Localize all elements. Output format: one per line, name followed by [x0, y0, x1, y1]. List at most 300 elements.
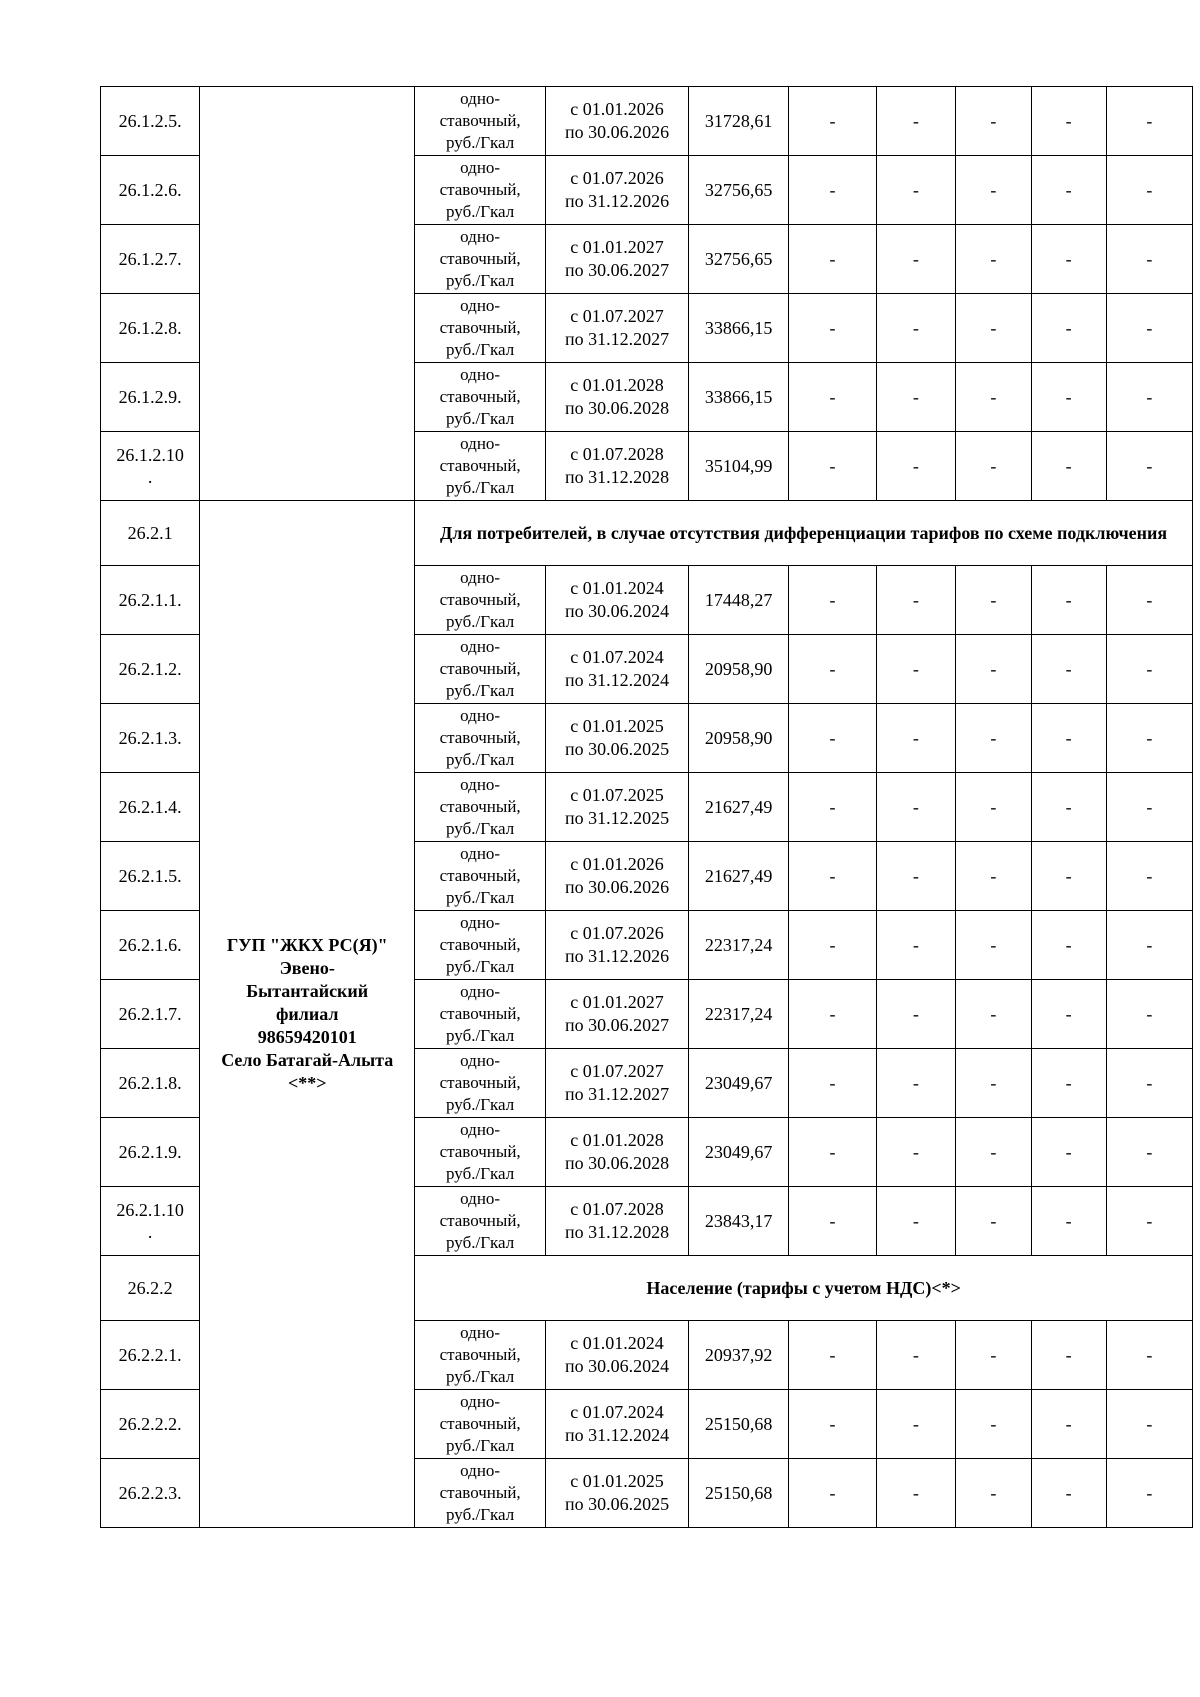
tariff-value: 22317,24 [688, 980, 788, 1049]
tariff-value: 35104,99 [688, 432, 788, 501]
row-number-text: 26.2.1.1. [118, 590, 182, 610]
period-from: с 01.07.2026 [570, 168, 664, 188]
tariff-unit-line: руб./Гкал [446, 681, 515, 700]
empty-dash-cell: - [789, 1321, 876, 1390]
tariff-unit-line: ставочный, [439, 387, 521, 406]
tariff-unit-line: ставочный, [439, 797, 521, 816]
row-number [101, 363, 200, 432]
period-to: по 31.12.2028 [564, 467, 670, 487]
period-from: с 01.01.2027 [570, 992, 664, 1012]
empty-dash-cell: - [1031, 1390, 1106, 1459]
tariff-unit-line: руб./Гкал [446, 409, 515, 428]
tariff-unit [415, 911, 546, 980]
empty-dash-cell: - [789, 635, 876, 704]
row-number [101, 1390, 200, 1459]
empty-dash-cell: - [789, 1118, 876, 1187]
period-from: с 01.01.2024 [570, 578, 664, 598]
period-to: по 31.12.2024 [564, 1425, 670, 1445]
empty-dash-cell: - [876, 432, 956, 501]
empty-dash-cell: - [876, 635, 956, 704]
empty-dash-cell: - [1031, 704, 1106, 773]
tariff-unit-line: одно- [460, 1189, 501, 1208]
empty-dash-cell: - [1031, 773, 1106, 842]
empty-dash-cell: - [876, 1118, 956, 1187]
period-to: по 31.12.2027 [564, 329, 670, 349]
organization-name-line: 98659420101 [257, 1026, 357, 1047]
empty-dash-cell: - [956, 1118, 1031, 1187]
tariff-unit-line: руб./Гкал [446, 202, 515, 221]
row-number-text: 26.2.2.1. [118, 1345, 182, 1365]
tariff-value: 25150,68 [688, 1459, 788, 1528]
period-from: с 01.07.2028 [570, 444, 664, 464]
empty-dash-cell: - [956, 635, 1031, 704]
empty-dash-cell: - [1106, 704, 1192, 773]
empty-dash-cell: - [876, 704, 956, 773]
row-number [101, 156, 200, 225]
tariff-period [546, 1390, 689, 1459]
period-to: по 30.06.2027 [564, 1015, 670, 1035]
tariff-value: 21627,49 [688, 773, 788, 842]
tariff-unit-line: руб./Гкал [446, 888, 515, 907]
period-to: по 30.06.2028 [564, 398, 670, 418]
tariff-value: 20937,92 [688, 1321, 788, 1390]
tariff-unit [415, 363, 546, 432]
period-to: по 30.06.2025 [564, 1494, 670, 1514]
empty-dash-cell: - [789, 294, 876, 363]
tariff-unit-line: ставочный, [439, 1211, 521, 1230]
row-number [101, 842, 200, 911]
tariff-period [546, 773, 689, 842]
empty-dash-cell: - [956, 1049, 1031, 1118]
empty-dash-cell: - [876, 294, 956, 363]
tariff-unit-line: ставочный, [439, 590, 521, 609]
row-number [101, 1187, 200, 1256]
tariff-unit-line: ставочный, [439, 249, 521, 268]
empty-dash-cell: - [1106, 363, 1192, 432]
organization-name-line: ГУП "ЖКХ РС(Я)" [226, 934, 388, 955]
tariff-unit-line: одно- [460, 1120, 501, 1139]
empty-dash-cell: - [1031, 842, 1106, 911]
period-to: по 31.12.2028 [564, 1222, 670, 1242]
tariff-period [546, 1187, 689, 1256]
empty-dash-cell: - [876, 1049, 956, 1118]
empty-dash-cell: - [1031, 1187, 1106, 1256]
tariff-unit-line: руб./Гкал [446, 478, 515, 497]
tariff-unit-line: руб./Гкал [446, 133, 515, 152]
tariff-period [546, 1321, 689, 1390]
empty-dash-cell: - [956, 225, 1031, 294]
period-from: с 01.01.2028 [570, 1130, 664, 1150]
tariff-period [546, 363, 689, 432]
row-number [101, 704, 200, 773]
tariff-unit-line: ставочный, [439, 1483, 521, 1502]
tariff-value: 32756,65 [688, 225, 788, 294]
row-number [101, 980, 200, 1049]
tariff-unit-line: руб./Гкал [446, 1436, 515, 1455]
tariff-period [546, 1459, 689, 1528]
empty-dash-cell: - [1106, 566, 1192, 635]
tariff-unit-line: руб./Гкал [446, 612, 515, 631]
tariff-unit-line: ставочный, [439, 318, 521, 337]
tariff-unit-line: одно- [460, 1461, 501, 1480]
row-number [101, 566, 200, 635]
empty-dash-cell: - [1031, 294, 1106, 363]
empty-dash-cell: - [876, 156, 956, 225]
empty-dash-cell: - [1106, 773, 1192, 842]
tariff-period [546, 635, 689, 704]
period-to: по 30.06.2026 [564, 122, 670, 142]
tariff-value: 33866,15 [688, 294, 788, 363]
period-from: с 01.01.2026 [570, 854, 664, 874]
tariff-unit [415, 773, 546, 842]
empty-dash-cell: - [1106, 842, 1192, 911]
empty-dash-cell: - [956, 363, 1031, 432]
tariff-unit [415, 842, 546, 911]
period-to: по 31.12.2027 [564, 1084, 670, 1104]
period-to: по 31.12.2026 [564, 946, 670, 966]
empty-dash-cell: - [1031, 1459, 1106, 1528]
organization-cell [200, 501, 415, 1528]
row-number [101, 911, 200, 980]
period-from: с 01.07.2026 [570, 923, 664, 943]
empty-dash-cell: - [789, 566, 876, 635]
tariff-unit-line: ставочный, [439, 728, 521, 747]
tariff-unit-line: ставочный, [439, 1414, 521, 1433]
tariff-unit [415, 294, 546, 363]
tariff-unit-line: руб./Гкал [446, 1164, 515, 1183]
period-from: с 01.07.2028 [570, 1199, 664, 1219]
period-to: по 30.06.2026 [564, 877, 670, 897]
organization-name-line: Эвено- [279, 957, 335, 978]
row-number [101, 501, 200, 566]
period-from: с 01.07.2024 [570, 1402, 664, 1422]
tariff-value: 23049,67 [688, 1049, 788, 1118]
tariff-unit [415, 432, 546, 501]
period-from: с 01.01.2025 [570, 1471, 664, 1491]
tariff-unit-line: руб./Гкал [446, 819, 515, 838]
period-to: по 30.06.2025 [564, 739, 670, 759]
empty-dash-cell: - [956, 294, 1031, 363]
empty-dash-cell: - [1031, 1321, 1106, 1390]
organization-name-line: филиал [275, 1003, 339, 1024]
tariff-unit-line: ставочный, [439, 1073, 521, 1092]
empty-dash-cell: - [789, 225, 876, 294]
row-number [101, 87, 200, 156]
empty-dash-cell: - [876, 911, 956, 980]
period-from: с 01.07.2027 [570, 306, 664, 326]
row-number-text: 26.2.1.9. [118, 1142, 182, 1162]
tariff-value: 17448,27 [688, 566, 788, 635]
tariff-unit-line: руб./Гкал [446, 1367, 515, 1386]
empty-dash-cell: - [1106, 156, 1192, 225]
empty-dash-cell: - [956, 773, 1031, 842]
tariff-unit-line: одно- [460, 1323, 501, 1342]
period-from: с 01.01.2024 [570, 1333, 664, 1353]
empty-dash-cell: - [956, 842, 1031, 911]
tariff-unit-line: одно- [460, 434, 501, 453]
tariff-unit-line: ставочный, [439, 111, 521, 130]
empty-dash-cell: - [789, 156, 876, 225]
tariff-unit-line: одно- [460, 706, 501, 725]
empty-dash-cell: - [876, 1459, 956, 1528]
empty-dash-cell: - [789, 363, 876, 432]
tariff-unit-line: одно- [460, 227, 501, 246]
tariff-unit [415, 1390, 546, 1459]
row-number-text: 26.2.2 [127, 1278, 173, 1298]
tariff-unit-line: одно- [460, 1392, 501, 1411]
empty-dash-cell: - [876, 842, 956, 911]
tariff-period [546, 566, 689, 635]
tariff-unit-line: ставочный, [439, 1004, 521, 1023]
tariff-unit-line: ставочный, [439, 866, 521, 885]
tariff-table-page [100, 86, 1193, 1528]
empty-dash-cell: - [876, 225, 956, 294]
period-to: по 31.12.2024 [564, 670, 670, 690]
row-number-text: 26.1.2.10 [116, 445, 184, 465]
tariff-unit-line: одно- [460, 637, 501, 656]
tariff-unit-line: одно- [460, 296, 501, 315]
tariff-unit-line: руб./Гкал [446, 750, 515, 769]
row-number [101, 1118, 200, 1187]
tariff-unit-line: руб./Гкал [446, 1026, 515, 1045]
empty-dash-cell: - [1106, 1390, 1192, 1459]
tariff-period [546, 704, 689, 773]
empty-dash-cell: - [789, 87, 876, 156]
tariff-unit-line: одно- [460, 365, 501, 384]
row-number-text: 26.2.1 [127, 523, 173, 543]
tariff-unit [415, 1459, 546, 1528]
empty-dash-cell: - [876, 566, 956, 635]
row-number [101, 294, 200, 363]
row-number-text: 26.1.2.5. [118, 111, 182, 131]
empty-dash-cell: - [956, 566, 1031, 635]
tariff-period [546, 156, 689, 225]
empty-dash-cell: - [956, 156, 1031, 225]
empty-dash-cell: - [789, 1390, 876, 1459]
tariff-value: 23843,17 [688, 1187, 788, 1256]
tariff-period [546, 432, 689, 501]
empty-dash-cell: - [956, 1459, 1031, 1528]
empty-dash-cell: - [956, 1390, 1031, 1459]
tariff-period [546, 294, 689, 363]
tariff-unit-line: одно- [460, 568, 501, 587]
row-number [101, 1049, 200, 1118]
empty-dash-cell: - [1031, 87, 1106, 156]
empty-dash-cell: - [876, 363, 956, 432]
empty-dash-cell: - [956, 980, 1031, 1049]
row-number-suffix: . [147, 1222, 153, 1242]
section-title: Население (тарифы с учетом НДС)<*> [415, 1256, 1193, 1321]
tariff-unit-line: руб./Гкал [446, 1505, 515, 1524]
empty-dash-cell: - [956, 1187, 1031, 1256]
row-number-text: 26.2.1.3. [118, 728, 182, 748]
period-to: по 31.12.2025 [564, 808, 670, 828]
tariff-unit-line: руб./Гкал [446, 957, 515, 976]
row-number-text: 26.2.1.4. [118, 797, 182, 817]
tariff-unit-line: одно- [460, 913, 501, 932]
empty-dash-cell: - [789, 1049, 876, 1118]
period-from: с 01.01.2026 [570, 99, 664, 119]
empty-dash-cell: - [876, 773, 956, 842]
row-number-text: 26.2.1.8. [118, 1073, 182, 1093]
tariff-unit [415, 1118, 546, 1187]
tariff-unit-line: руб./Гкал [446, 340, 515, 359]
tariff-unit [415, 635, 546, 704]
tariff-period [546, 1118, 689, 1187]
empty-dash-cell: - [789, 980, 876, 1049]
organization-name-line: Село Батагай-Алыта [221, 1049, 394, 1070]
tariff-unit-line: руб./Гкал [446, 1095, 515, 1114]
tariff-unit-line: одно- [460, 775, 501, 794]
empty-dash-cell: - [1106, 1187, 1192, 1256]
row-number-text: 26.1.2.6. [118, 180, 182, 200]
row-number [101, 432, 200, 501]
empty-dash-cell: - [789, 842, 876, 911]
tariff-period [546, 911, 689, 980]
tariff-period [546, 225, 689, 294]
tariff-unit-line: ставочный, [439, 456, 521, 475]
period-from: с 01.01.2028 [570, 375, 664, 395]
tariff-unit-line: ставочный, [439, 1345, 521, 1364]
period-to: по 30.06.2024 [564, 1356, 670, 1376]
row-number-text: 26.1.2.8. [118, 318, 182, 338]
tariff-unit-line: руб./Гкал [446, 1233, 515, 1252]
row-number-text: 26.2.1.5. [118, 866, 182, 886]
empty-dash-cell: - [1106, 432, 1192, 501]
tariff-unit-line: одно- [460, 158, 501, 177]
tariff-unit-line: ставочный, [439, 935, 521, 954]
tariff-unit [415, 1049, 546, 1118]
empty-dash-cell: - [1031, 635, 1106, 704]
tariff-value: 32756,65 [688, 156, 788, 225]
row-number-text: 26.2.1.10 [116, 1200, 184, 1220]
section-row [101, 501, 1193, 566]
tariff-unit [415, 225, 546, 294]
tariff-unit-line: одно- [460, 982, 501, 1001]
tariff-period [546, 87, 689, 156]
empty-dash-cell: - [789, 773, 876, 842]
row-number [101, 1459, 200, 1528]
empty-dash-cell: - [789, 1459, 876, 1528]
empty-dash-cell: - [876, 87, 956, 156]
period-to: по 30.06.2024 [564, 601, 670, 621]
tariff-unit [415, 156, 546, 225]
row-number-text: 26.2.1.7. [118, 1004, 182, 1024]
tariff-unit [415, 1187, 546, 1256]
row-number-text: 26.1.2.7. [118, 249, 182, 269]
row-number-text: 26.2.1.2. [118, 659, 182, 679]
tariff-value: 20958,90 [688, 704, 788, 773]
empty-dash-cell: - [1106, 980, 1192, 1049]
tariff-unit-line: одно- [460, 1051, 501, 1070]
table-row [101, 87, 1193, 156]
empty-dash-cell: - [1031, 911, 1106, 980]
empty-dash-cell: - [876, 1187, 956, 1256]
row-number-text: 26.2.2.2. [118, 1414, 182, 1434]
organization-cell-top [200, 87, 415, 501]
tariff-unit-line: одно- [460, 844, 501, 863]
tariff-unit [415, 87, 546, 156]
period-to: по 30.06.2027 [564, 260, 670, 280]
row-number [101, 773, 200, 842]
empty-dash-cell: - [1031, 566, 1106, 635]
tariff-unit [415, 704, 546, 773]
empty-dash-cell: - [789, 911, 876, 980]
empty-dash-cell: - [1031, 980, 1106, 1049]
empty-dash-cell: - [956, 87, 1031, 156]
tariff-table [100, 86, 1193, 1528]
empty-dash-cell: - [789, 432, 876, 501]
empty-dash-cell: - [956, 911, 1031, 980]
tariff-value: 22317,24 [688, 911, 788, 980]
empty-dash-cell: - [876, 980, 956, 1049]
row-number-text: 26.1.2.9. [118, 387, 182, 407]
tariff-value: 33866,15 [688, 363, 788, 432]
empty-dash-cell: - [1031, 225, 1106, 294]
tariff-unit [415, 566, 546, 635]
organization-name-line: <**> [287, 1072, 327, 1093]
empty-dash-cell: - [876, 1390, 956, 1459]
empty-dash-cell: - [789, 704, 876, 773]
period-from: с 01.01.2025 [570, 716, 664, 736]
period-to: по 30.06.2028 [564, 1153, 670, 1173]
empty-dash-cell: - [1031, 156, 1106, 225]
row-number-suffix: . [147, 467, 153, 487]
section-title: Для потребителей, в случае отсутствия дифференциации тарифов по схеме подключения [415, 501, 1193, 566]
period-to: по 31.12.2026 [564, 191, 670, 211]
empty-dash-cell: - [956, 1321, 1031, 1390]
empty-dash-cell: - [1031, 363, 1106, 432]
row-number [101, 1256, 200, 1321]
tariff-period [546, 980, 689, 1049]
empty-dash-cell: - [1031, 1118, 1106, 1187]
tariff-unit [415, 1321, 546, 1390]
tariff-value: 25150,68 [688, 1390, 788, 1459]
tariff-unit-line: ставочный, [439, 659, 521, 678]
empty-dash-cell: - [1031, 1049, 1106, 1118]
row-number-text: 26.2.2.3. [118, 1483, 182, 1503]
row-number [101, 225, 200, 294]
empty-dash-cell: - [789, 1187, 876, 1256]
empty-dash-cell: - [1106, 225, 1192, 294]
empty-dash-cell: - [876, 1321, 956, 1390]
row-number [101, 635, 200, 704]
period-from: с 01.07.2025 [570, 785, 664, 805]
empty-dash-cell: - [1106, 1321, 1192, 1390]
tariff-value: 20958,90 [688, 635, 788, 704]
tariff-unit-line: ставочный, [439, 180, 521, 199]
row-number [101, 1321, 200, 1390]
period-from: с 01.07.2027 [570, 1061, 664, 1081]
tariff-unit [415, 980, 546, 1049]
tariff-unit-line: ставочный, [439, 1142, 521, 1161]
tariff-value: 21627,49 [688, 842, 788, 911]
tariff-value: 31728,61 [688, 87, 788, 156]
row-number-text: 26.2.1.6. [118, 935, 182, 955]
empty-dash-cell: - [1031, 432, 1106, 501]
empty-dash-cell: - [1106, 635, 1192, 704]
empty-dash-cell: - [1106, 1049, 1192, 1118]
organization-name-line: Бытантайский [246, 980, 369, 1001]
period-from: с 01.01.2027 [570, 237, 664, 257]
tariff-period [546, 842, 689, 911]
tariff-period [546, 1049, 689, 1118]
empty-dash-cell: - [1106, 87, 1192, 156]
tariff-unit-line: руб./Гкал [446, 271, 515, 290]
empty-dash-cell: - [956, 432, 1031, 501]
empty-dash-cell: - [956, 704, 1031, 773]
tariff-value: 23049,67 [688, 1118, 788, 1187]
